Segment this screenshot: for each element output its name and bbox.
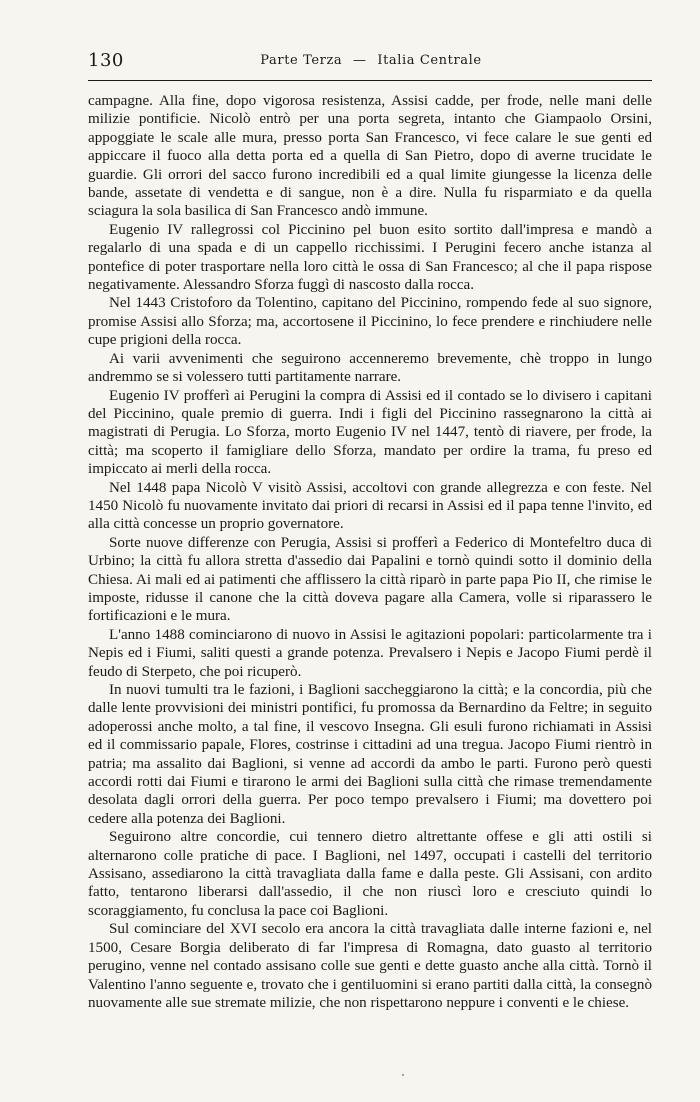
page-number: 130 [88, 50, 124, 71]
paragraph-10: Seguirono altre concordie, cui tennero dietro altrettante offese e gli atti ostili si alternarono colle pratiche di pace. I Baglioni, nel 1497, occupati i castelli del territorio Assisano, assediarono la città travagliata dalla fame e dalla peste. Gli Assisani, con ardito fatto, tentarono liberarsi dall'assedio, il che non riuscì loro e cresciuto quindi lo scoraggiamento, fu conclusa la pace coi Baglioni. [88, 829, 652, 919]
paper-speck [402, 1074, 404, 1076]
paragraph-5: Eugenio IV profferì ai Perugini la compra di Assisi ed il contado se lo divisero i capitani del Piccinino, quale premio di guerra. Indi i figli del Piccinino rassegnarono la città ai magistrati di Perugia. Lo Sforza, morto Eugenio IV nel 1447, tentò di riavere, per frode, la città; ma scoperto il famigliare dello Sforza, mandato per ordire la trama, fu preso ed impiccato ai merli della rocca. [88, 387, 652, 478]
paragraph-7: Sorte nuove differenze con Perugia, Assisi si profferì a Federico di Montefeltro duca di Urbino; la città fu allora stretta d'assedio dai Papalini e tornò quindi sotto il dominio della Chiesa. Ai mali ed ai patimenti che afflissero la città riparò in parte papa Pio II, che rimise le imposte, ridusse il canone che la città doveva pagare alla Camera, volle si riparassero le fortificazioni e le mura. [88, 534, 652, 625]
paragraph-2: Eugenio IV rallegrossi col Piccinino pel buon esito sortito dall'impresa e mandò a regalarlo di una spada e di un cappello ricchissimi. I Perugini fecero anche istanza al pontefice di poter trasportare nella loro città le ossa di San Francesco; al che il papa rispose negativamente. Alessandro Sforza fuggì di nascosto dalla rocca. [88, 221, 652, 294]
paragraph-1: campagne. Alla fine, dopo vigorosa resistenza, Assisi cadde, per frode, nelle mani delle milizie pontificie. Nicolò entrò per una porta segreta, intanto che Giampaolo Orsini, appoggiate le scale alle mura, presso porta San Francesco, vi fece calare le sue genti ed appiccare il fuoco alla detta porta ed a quella di San Pietro, dopo di averne trucidate le guardie. Gli orrori del sacco furono incredibili ed a qual limite giungesse la licenza delle bande, assetate di vendetta e di sangue, non è a dire. Nulla fu risparmiato e da quella sciagura la sola basilica di San Francesco andò immune. [88, 93, 652, 220]
paragraph-11: Sul cominciare del XVI secolo era ancora la città travagliata dalle interne fazioni e, nel 1500, Cesare Borgia deliberato di far l'impresa di Romagna, dato guasto al territorio perugino, venne nel contado assisano colle sue genti e dette guasto anche alla città. Tornò il Valentino l'anno seguente e, trovato che i gentiluomini si erano partiti dalla città, la consegnò nuovamente alle sue stremate milizie, che non rispettarono neppure i conventi e le chiese. [88, 921, 652, 1011]
paragraph-9: In nuovi tumulti tra le fazioni, i Baglioni saccheggiarono la città; e la concordia, più che dalle lente provvisioni dei ministri pontifici, fu promossa da Bernardino da Feltre; in seguito adoperossi anche molto, a tal fine, il vescovo Insegna. Gli esuli furono richiamati in Assisi ed il commissario papale, Flores, costrinse i cittadini ad una tregua. Jacopo Fiumi rientrò in patria; ma assalito dai Baglioni, si venne ad accordi da ambo le parti. Furono però questi accordi rotti dai Fiumi e tirarono le armi dei Baglioni sulla città che rimase tremendamente desolata dagli orrori della guerra. Per poco tempo prevalsero i Fiumi; ma dovettero poi cedere alla potenza dei Baglioni. [88, 682, 652, 827]
running-head [88, 50, 654, 72]
paragraph-4: Ai varii avvenimenti che seguirono accenneremo brevemente, chè troppo in lungo andremmo se si volessero tutti partitamente narrare. [88, 350, 652, 386]
paragraph-6: Nel 1448 papa Nicolò V visitò Assisi, accoltovi con grande allegrezza e con feste. Nel 1450 Nicolò fu nuovamente invitato dai priori di recarsi in Assisi ed il papa tenne l'invito, ed alla città concesse un proprio governatore. [88, 479, 652, 533]
paragraph-3: Nel 1443 Cristoforo da Tolentino, capitano del Piccinino, rompendo fede al suo signore, promise Assisi allo Sforza; ma, accortosene il Piccinino, lo fece prendere e rinchiudere nelle cupe prigioni della rocca. [88, 295, 652, 349]
running-title [88, 53, 654, 68]
title-separator: — [352, 53, 367, 68]
body-text [88, 92, 652, 1012]
paragraph-8: L'anno 1488 cominciarono di nuovo in Assisi le agitazioni popolari: particolarmente tra i Nepis ed i Fiumi, saliti questi a grande potenza. Prevalsero i Nepis e Jacopo Fiumi perdè il feudo di Sterpeto, che poi ricuperò. [88, 626, 652, 680]
section-title: Italia Centrale [377, 53, 482, 68]
header-rule [88, 80, 652, 81]
part-title: Parte Terza [260, 53, 343, 68]
